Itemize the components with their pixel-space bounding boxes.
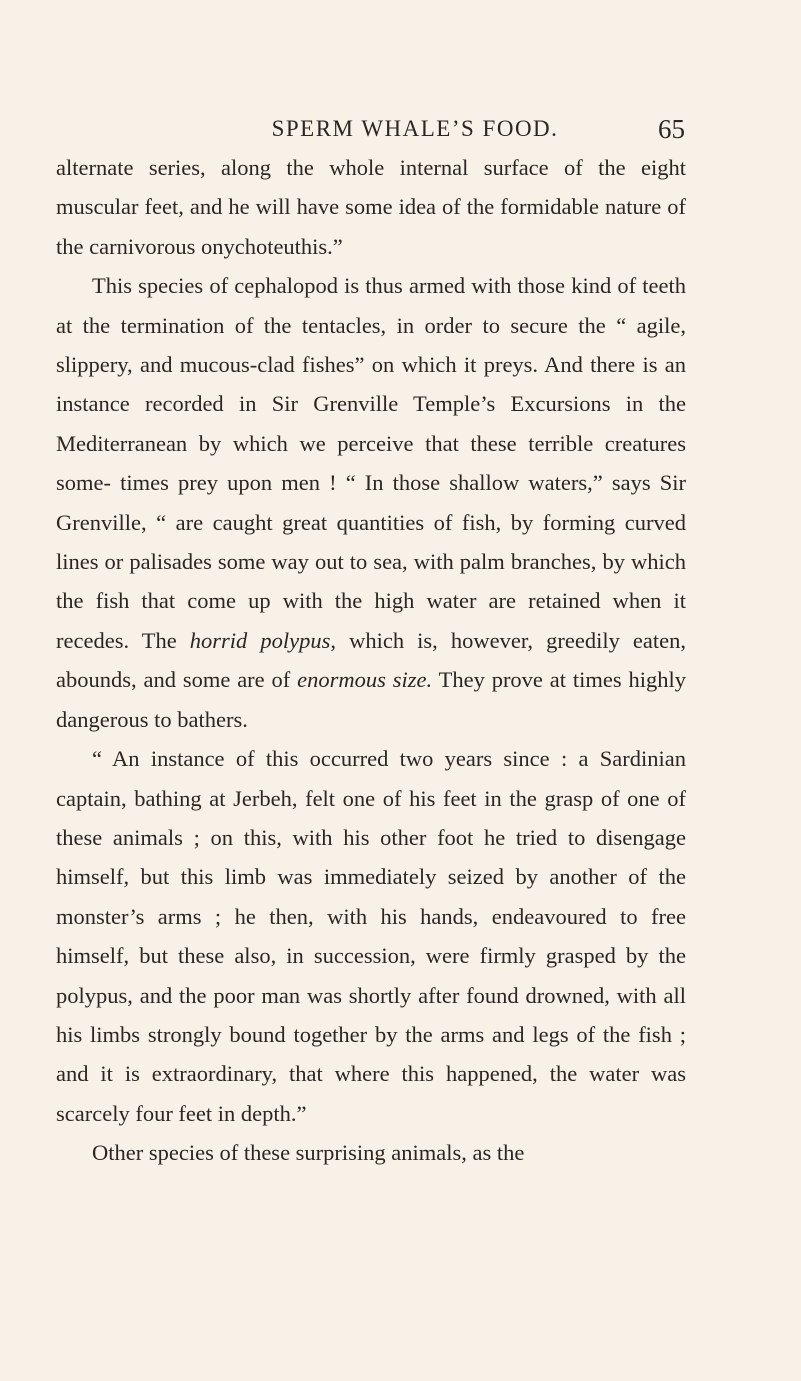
paragraph-4	[56, 1133, 686, 1172]
paragraph-4-text: Other species of these surprising animals, as the	[92, 1140, 525, 1166]
paragraph-2	[56, 266, 686, 739]
paragraph-3	[56, 739, 686, 1133]
paragraph-2-text-a: This species of cephalopod is thus armed with those kind of teeth at the termination of the tentacles, in order to secure the “ agile, slippery, and mucous-clad fishes” on which it preys. And there is an instance recorded in Sir Grenville Temple’s Excursions in the Mediterranean by which we perceive that these terrible creatures some- times prey upon men ! “ In those shallow waters,” says Sir Grenville, “ are caught great quantities of fish, by forming curved lines or palisades some way out to sea, with palm branches, by which the fish that come up with the high water are retained when it recedes. The	[56, 273, 686, 653]
paragraph-3-text: “ An instance of this occurred two years since : a Sardinian captain, bathing at Jerbeh, felt one of his feet in the grasp of one of these animals ; on this, with his other foot he tried to disengage himself, but this limb was immediately seized by another of the monster’s arms ; he then, with his hands, endeavoured to free himself, but these also, in succession, were firmly grasped by the polypus, and the poor man was shortly after found drowned, with all his limbs strongly bound together by the arms and legs of the fish ; and it is extraordinary, that where this happened, the water was scarcely four feet in depth.”	[56, 746, 686, 1126]
paragraph-1-text: alternate series, along the whole internal surface of the eight muscular feet, and he will have some idea of the formidable nature of the carnivorous onychoteuthis.”	[56, 155, 686, 259]
paragraph-2-text-e: They prove at times highly dangerous to bathers.	[56, 667, 687, 732]
italic-horrid-polypus: horrid polypus,	[189, 627, 337, 653]
italic-enormous-size: enormous size.	[297, 667, 433, 693]
page-number: 65	[658, 114, 685, 144]
body-text	[56, 148, 686, 1173]
paragraph-2-text-c: which is, however, greedily eaten, abounds, and some are of	[56, 627, 686, 693]
running-head	[145, 112, 685, 146]
paragraph-1	[56, 148, 686, 266]
running-title: SPERM WHALE’S FOOD.	[271, 116, 559, 141]
